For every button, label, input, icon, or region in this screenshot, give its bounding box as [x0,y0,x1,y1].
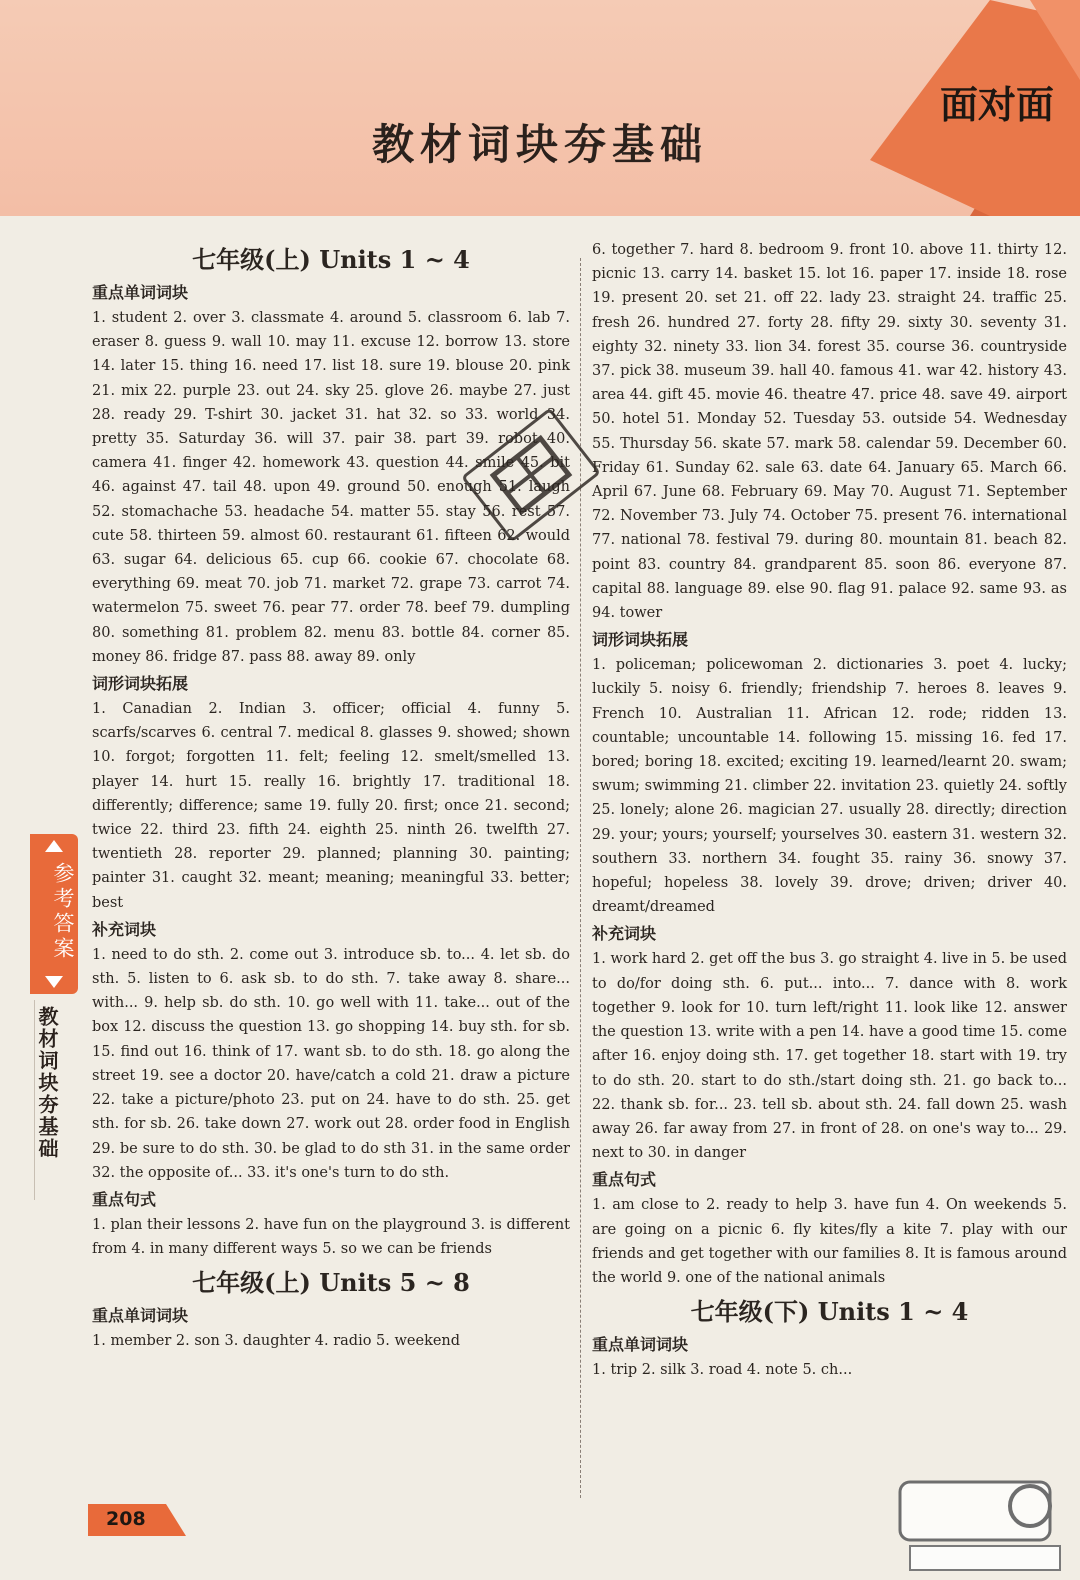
answer-paragraph: 1. am close to 2. ready to help 3. have fun 4. On weekends 5. are going on a picnic 6. fly kites/fly a kite 7. play with our friends and get together with our families 8. It is famous around the world 9. one of the national animals [592,1197,1067,1286]
page-title: 教材词块夯基础 [371,120,708,169]
section-heading: 重点单词词块 [92,283,189,302]
section-heading: 重点单词词块 [592,1335,689,1355]
section-heading: 词形词块拓展 [92,674,189,694]
section-heading: 重点句式 [92,1189,157,1209]
answer-paragraph: 1. member 2. son 3. daughter 4. radio 5. weekend [92,1333,461,1350]
page-number-tab [88,1504,186,1536]
answer-paragraph: 1. Canadian 2. Indian 3. officer; official 4. funny 5. scarfs/scarves 6. central 7. medical 8. glasses 9. showed; shown 10. forgot; forgotten 11. felt; feeling 12. smelt/smelled 13. player 14. hurt 15. really 16. brightly 17. traditional 18. differently; difference; same 19. fully 20. first; once 21. second; twice 22. third 23. fifth 24. eighth 25. ninth 26. twelfth 27. twentieth 28. reporter 29. planned; planning 30. painting; painter 31. caught 32. meant; meaning; meaningful 33. better; best [92,701,570,911]
side-tab-label: 参考答案 [51,862,75,962]
triangle-down-icon [45,976,63,988]
section-heading: 补充词块 [592,924,657,944]
section-heading: 词形词块拓展 [592,630,689,650]
stamp-seal [456,400,606,550]
answer-paragraph: 1. plan their lessons 2. have fun on the playground 3. is different from 4. in many different ways 5. so we can be friends [92,1216,570,1258]
answer-paragraph: 1. policeman; policewoman 2. dictionaries 3. poet 4. lucky; luckily 5. noisy 6. friendly; friendship 7. heroes 8. leaves 9. French 10. Australian 11. African 12. rode; ridden 13. countable; uncountable 14. following 15. missing 16. fed 17. bored; boring 18. excited; exciting 19. learned/learnt 20. swam; swum; swimming 21. climber 22. invitation 23. quietly 24. softly 25. lonely; alone 26. magician 27. usually 28. directly; direction 29. your; yours; yourself; yourselves 30. eastern 31. western 32. southern 33. northern 34. fought 35. rainy 36. snowy 37. hopeful; hopeless 38. lovely 39. drove; driven; driver 40. dreamt/dreamed [592,657,1067,916]
unit-heading: 七年级(下) Units 1 ~ 4 [690,1297,969,1327]
page-number: 208 [106,1508,146,1530]
side-tab [30,834,78,994]
unit-heading: 七年级(上) Units 1 ~ 4 [192,245,470,274]
answer-paragraph: 1. trip 2. silk 3. road 4. note 5. ch... [592,1362,853,1379]
answer-paragraph: 6. together 7. hard 8. bedroom 9. front 10. above 11. thirty 12. picnic 13. carry 14. basket 15. lot 16. paper 17. inside 18. rose 19. present 20. set 21. off 22. lady 23. straight 24. traffic 25. fresh 26. hundred 27. forty 28. fifty 29. sixty 30. seventy 31. eighty 32. ninety 33. lion 34. forest 35. course 36. countryside 37. pick 38. museum 39. hall 40. famous 41. war 42. history 43. area 44. gift 45. movie 46. theatre 47. price 48. save 49. airport 50. hotel 51. Monday 52. Tuesday 53. outside 54. Wednesday 55. Thursday 56. skate 57. mark 58. calendar 59. December 60. Friday 61. Sunday 62. sale 63. date 64. January 65. March 66. April 67. June 68. February 69. May 70. August 71. September 72. November 73. July 74. October 75. present 76. international 77. national 78. festival 79. during 80. mountain 81. beach 82. point 83. country 84. grandparent 85. soon 86. everyone 87. capital 88. language 89. else 90. flag 91. palace 92. same 93. as 94. tower [592,242,1067,622]
triangle-up-icon [45,840,63,852]
section-heading: 重点句式 [592,1170,657,1190]
corner-label: 面对面 [940,83,1055,124]
watermark-logo [880,1460,1076,1576]
side-section-label: 教材词块夯基础 [35,1006,59,1160]
section-heading: 补充词块 [92,919,157,939]
answer-paragraph: 1. need to do sth. 2. come out 3. introduce sb. to... 4. let sb. do sth. 5. listen to 6. ask sb. to do sth. 7. take away 8. share... with... 9. help sb. do sth. 10. go well with 11. take... out of the box 12. discuss the question 13. go shopping 14. buy sth. for sb. 15. find out 16. think of 17. want sb. to do sth. 18. go along the street 19. see a doctor 20. have/catch a cold 21. draw a picture 22. take a picture/photo 23. put on 24. have to do sth. 25. get sth. for sb. 26. take down 27. work out 28. order food in English 29. be sure to do sth. 30. be glad to do sth 31. in the same order 32. the opposite of... 33. it's one's turn to do sth. [92,946,570,1181]
answer-paragraph: 1. work hard 2. get off the bus 3. go straight 4. live in 5. be used to do/for doing sth. 6. put... into... 7. dance with 8. work together 9. look for 10. turn left/right 11. look like 12. answer the question 13. write with a pen 14. have a good time 15. come after 16. enjoy doing sth. 17. get together 18. start with 19. try to do sth. 20. start to do sth./start doing sth. 21. go back to... 22. thank sb. for... 23. tell sb. about sth. 24. fall down 25. wash away 26. far away from 27. in front of 28. on one's way to... 29. next to 30. in danger [592,951,1067,1162]
answer-paragraph: 1. student 2. over 3. classmate 4. around 5. classroom 6. lab 7. eraser 8. guess 9. wall 10. may 11. excuse 12. borrow 13. store 14. later 15. thing 16. need 17. list 18. sure 19. blouse 20. pink 21. mix 22. purple 23. out 24. sky 25. glove 26. maybe 27. just 28. ready 29. T-shirt 30. jacket 31. hat 32. so 33. world 34. pretty 35. Saturday 36. will 37. pair 38. part 39. robot 40. camera 41. finger 42. homework 43. question 44. smile 45. bit 46. against 47. tail 48. upon 49. ground 50. enough 51. laugh 52. stomachache 53. headache 54. matter 55. stay 56. rest 57. cute 58. thirteen 59. almost 60. restaurant 61. fifteen 62. would 63. sugar 64. delicious 65. cup 66. cookie 67. chocolate 68. everything 69. meat 70. job 71. market 72. grape 73. carrot 74. watermelon 75. sweet 76. pear 77. order 78. beef 79. dumpling 80. something 81. problem 82. menu 83. bottle 84. corner 85. money 86. fridge 87. pass 88. away 89. only [92,310,570,665]
right-column [592,238,1067,1382]
section-heading: 重点单词词块 [92,1306,189,1326]
unit-heading: 七年级(上) Units 5 ~ 8 [192,1268,470,1298]
